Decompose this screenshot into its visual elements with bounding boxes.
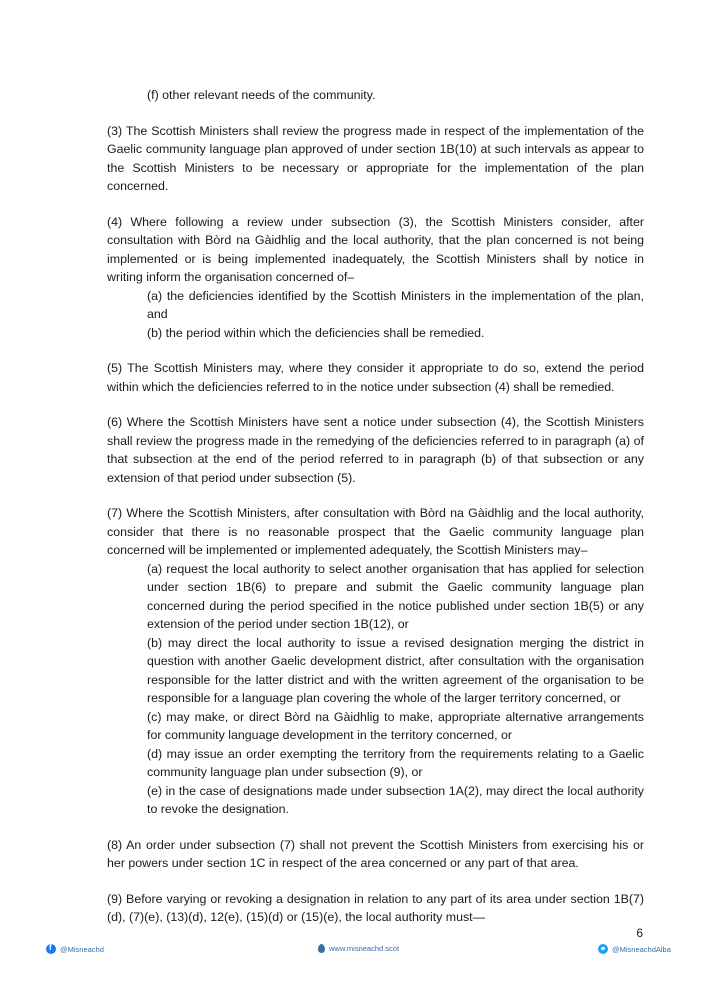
paragraph-8: (8) An order under subsection (7) shall not prevent the Scottish Ministers from exercising his or her powers under section 1C in respect of the area concerned or any part of that area. (107, 837, 644, 870)
footer-facebook[interactable] (46, 944, 104, 954)
list-item-4b: (b) the period within which the deficiencies shall be remedied. (147, 325, 485, 340)
list-item-f: (f) other relevant needs of the community. (147, 88, 376, 102)
document-body (107, 86, 644, 944)
facebook-handle[interactable]: @Misneachd (60, 944, 104, 954)
page-number: 6 (636, 926, 643, 940)
twitter-icon (598, 944, 608, 954)
paragraph-6: (6) Where the Scottish Ministers have sent a notice under subsection (4), the Scottish Ministers shall review the progress made in the remedying of the deficiencies referred to in paragraph (a) of that subsection at the end of the period referred to in paragraph (b) of that subsection or any extension of that period under subsection (5). (107, 415, 644, 485)
website-link[interactable]: www.misneachd.scot (329, 944, 400, 953)
section-4 (107, 213, 644, 343)
section-7 (107, 504, 644, 819)
paragraph-4: (4) Where following a review under subsection (3), the Scottish Ministers consider, after consultation with Bòrd na Gàidhlig and the local authority, that the plan concerned is not being implemented or is being implemented inadequately, the Scottish Ministers shall by notice in writing inform the organisation concerned of– (107, 214, 644, 284)
list-item-7b: (b) may direct the local authority to issue a revised designation merging the district in question with another Gaelic development district, after consultation with the organisation responsible for the latter district and with the written agreement of the organisation to be responsible for a language plan covering the whole of the larger territory concerned, or (147, 635, 644, 705)
paragraph-5: (5) The Scottish Ministers may, where they consider it appropriate to do so, extend the period within which the deficiencies referred to in the notice under subsection (4) shall be remedied. (107, 361, 644, 394)
footer (0, 944, 707, 964)
list-item-7e: (e) in the case of designations made under subsection 1A(2), may direct the local authority to revoke the designation. (147, 783, 644, 816)
list-item-7c: (c) may make, or direct Bòrd na Gàidhlig to make, appropriate alternative arrangements for community language development in the territory concerned, or (147, 709, 644, 742)
paragraph-3: (3) The Scottish Ministers shall review the progress made in respect of the implementation of the Gaelic community language plan approved of under section 1B(10) at such intervals as appear to the Scottish Ministers to be necessary or appropriate for the implementation of the plan concerned. (107, 123, 644, 193)
footer-website[interactable] (318, 944, 399, 953)
list-item-4a: (a) the deficiencies identified by the Scottish Ministers in the implementation of the plan, and (147, 288, 644, 321)
droplet-icon (318, 944, 325, 953)
paragraph-7: (7) Where the Scottish Ministers, after consultation with Bòrd na Gàidhlig and the local authority, consider that there is no reasonable prospect that the Gaelic community language plan concerned will be implemented or implemented adequately, the Scottish Ministers may– (107, 506, 644, 557)
paragraph-9: (9) Before varying or revoking a designation in relation to any part of its area under section 1B(7)(d), (7)(e), (13)(d), 12(e), (15)(d) or (15)(e), the local authority must— (107, 891, 644, 924)
facebook-icon (46, 944, 56, 954)
twitter-handle[interactable]: @MisneachdAlba (612, 944, 671, 954)
footer-twitter[interactable] (598, 944, 671, 954)
list-item-7a: (a) request the local authority to select another organisation that has applied for selection under section 1B(6) to prepare and submit the Gaelic community language plan concerned during the period specified in the notice published under section 1B(5) or any extension of the period under section 1B(12), or (147, 561, 644, 631)
list-item-7d: (d) may issue an order exempting the territory from the requirements relating to a Gaelic community language plan under subsection (9), or (147, 746, 644, 779)
